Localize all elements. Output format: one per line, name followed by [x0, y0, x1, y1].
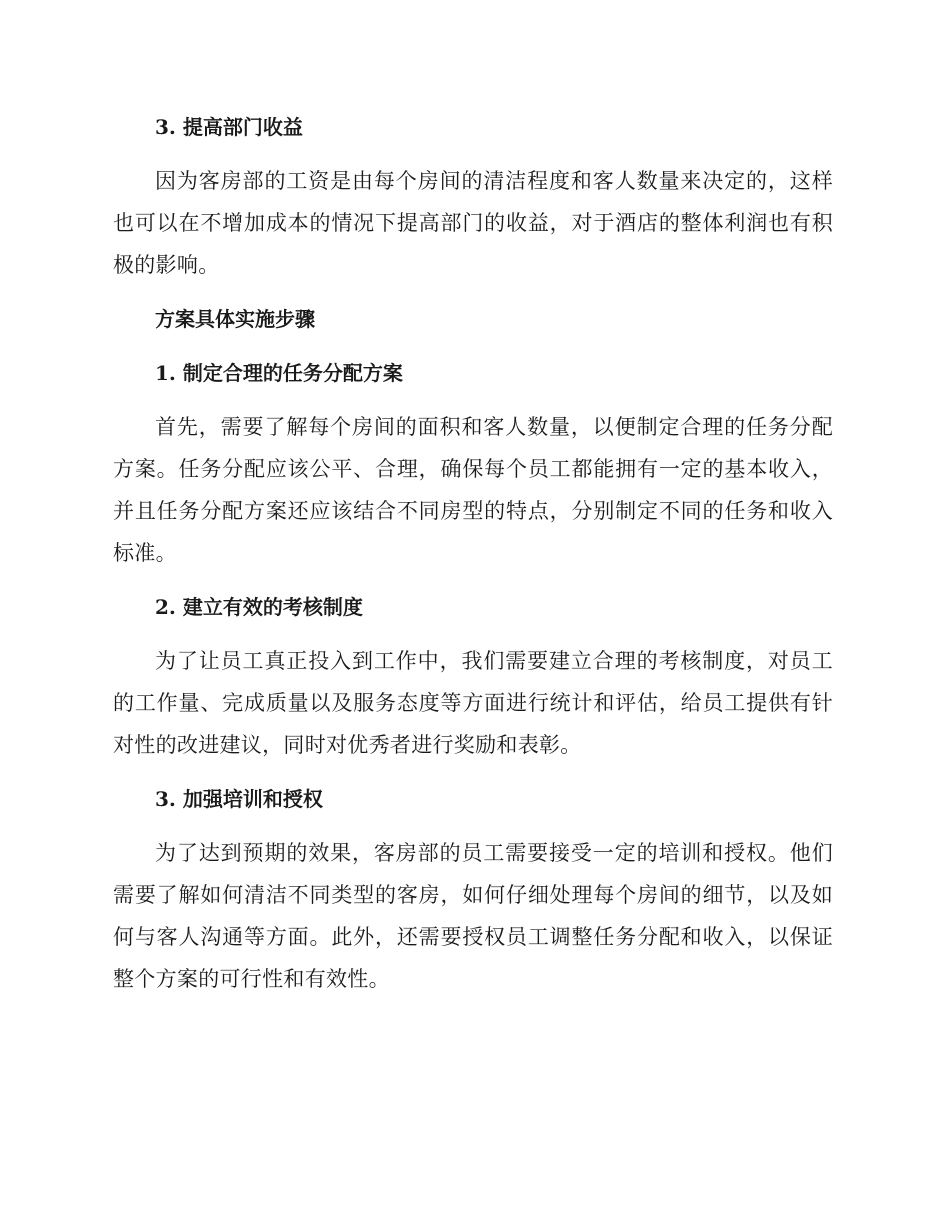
- section-heading-assessment-system: 2. 建立有效的考核制度: [155, 595, 363, 619]
- document-body: [113, 106, 833, 1000]
- section-heading-increase-revenue: 3. 提高部门收益: [155, 115, 303, 139]
- section-heading-training-authorization: 3. 加强培训和授权: [155, 787, 323, 811]
- paragraph-training-authorization: 为了达到预期的效果，客房部的员工需要接受一定的培训和授权。他们需要了解如何清洁不同类型的客房，如何仔细处理每个房间的细节，以及如何与客人沟通等方面。此外，还需要授权员工调整任务分配和收入，以保证整个方案的可行性和有效性。: [113, 841, 833, 991]
- section-heading-implementation-steps: 方案具体实施步骤: [155, 307, 315, 331]
- paragraph-task-allocation: 首先，需要了解每个房间的面积和客人数量，以便制定合理的任务分配方案。任务分配应该公平、合理，确保每个员工都能拥有一定的基本收入，并且任务分配方案还应该结合不同房型的特点，分别制定不同的任务和收入标准。: [113, 415, 833, 565]
- paragraph-assessment-system: 为了让员工真正投入到工作中，我们需要建立合理的考核制度，对员工的工作量、完成质量以及服务态度等方面进行统计和评估，给员工提供有针对性的改进建议，同时对优秀者进行奖励和表彰。: [113, 649, 833, 757]
- paragraph-revenue: 因为客房部的工资是由每个房间的清洁程度和客人数量来决定的，这样也可以在不增加成本的情况下提高部门的收益，对于酒店的整体利润也有积极的影响。: [113, 169, 833, 277]
- section-heading-task-allocation: 1. 制定合理的任务分配方案: [155, 361, 403, 385]
